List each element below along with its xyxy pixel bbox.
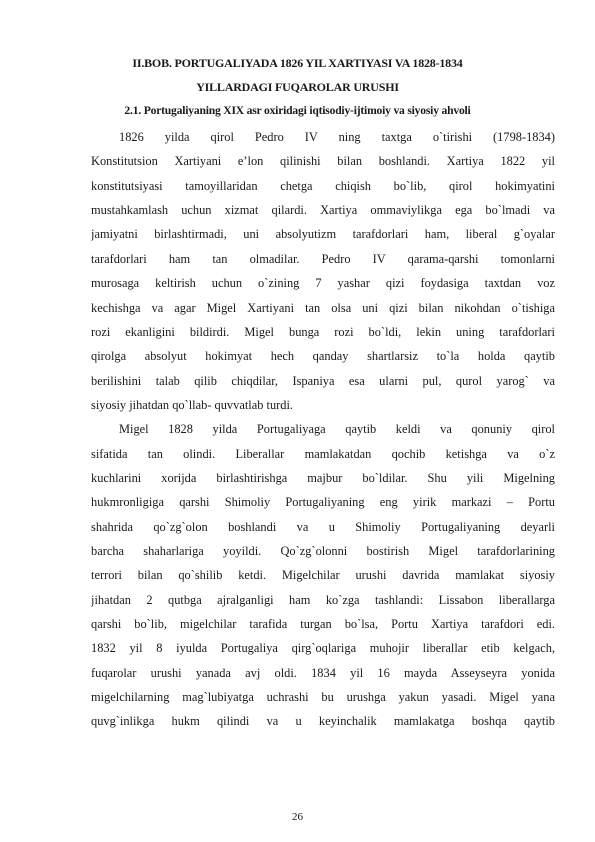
- body-line: konstitutsiyasi tamoyillaridan chetga chiqish bo`lib, qirol hokimyatini: [91, 178, 555, 193]
- body-line: hukmronligiga qarshi Shimoliy Portugaliyaning eng yirik markazi – Portu: [91, 495, 555, 510]
- body-line: siyosiy jihatdan qo`llab- quvvatlab turdi.: [91, 397, 294, 412]
- body-line: tarafdorlari ham tan olmadilar. Pedro IV qarama-qarshi tomonlarni: [91, 251, 555, 266]
- body-line: shahrida qo`zg`olon boshlandi va u Shimoliy Portugaliyaning deyarli: [91, 519, 555, 534]
- body-line: jamiyatni birlashtirmadi, uni absolyutizm tarafdorlari ham, liberal g`oyalar: [91, 227, 555, 242]
- body-line: mustahkamlash uchun xizmat qilardi. Xartiya ommaviylikga ega bo`lmadi va: [91, 203, 555, 218]
- body-line: kechishga va agar Migel Xartiyani tan olsa uni qizi bilan nikohdan o`tishiga: [91, 300, 555, 315]
- page-number: 26: [292, 811, 303, 823]
- body-line: Migel 1828 yilda Portugaliyaga qaytib keldi va qonuniy qirol: [119, 422, 555, 437]
- body-line: kuchlarini xorijda birlashtirishga majbur bo`ldilar. Shu yili Migelning: [91, 470, 555, 485]
- body-line: 1826 yilda qirol Pedro IV ning taxtga o`tirishi (1798-1834): [119, 130, 555, 144]
- body-line: 1832 yil 8 iyulda Portugaliya qirg`oqlariga muhojir liberallar etib kelgach,: [91, 641, 555, 656]
- body-line: terrori bilan qo`shilib ketdi. Migelchilar urushi davrida mamlakat siyosiy: [91, 568, 555, 583]
- body-line: jihatdan 2 qutbga ajralganligi ham ko`zga tashlandi: Lissabon liberallarga: [91, 592, 555, 607]
- chapter-title-line-1: II.BOB. PORTUGALIYADA 1826 YIL XARTIYASI VA 1828-1834: [132, 56, 463, 70]
- body-line: quvg`inlikga hukm qilindi va u keyinchalik mamlakatga boshqa qaytib: [91, 714, 555, 729]
- body-line: berilishini talab qilib chiqdilar, Ispaniya esa ularni pul, qurol yarog` va: [91, 373, 555, 388]
- body-line: fuqarolar urushi yanada avj oldi. 1834 yil 16 mayda Asseyseyra yonida: [91, 665, 555, 680]
- section-title: 2.1. Portugaliyaning XIX asr oxiridagi iqtisodiy-ijtimoiy va siyosiy ahvoli: [124, 104, 471, 117]
- body-line: Konstitutsion Xartiyani e’lon qilinishi bilan boshlandi. Xartiya 1822 yil: [91, 154, 555, 169]
- body-line: rozi ekanligini bildirdi. Migel bunga rozi bo`ldi, lekin uning tarafdorlari: [91, 324, 555, 339]
- body-line: murosaga keltirish uchun o`zining 7 yashar qizi foydasiga taxtdan voz: [91, 276, 555, 291]
- body-line: qarshi bo`lib, migelchilar tarafida turgan bo`lsa, Portu Xartiya tarafdori edi.: [91, 617, 555, 631]
- body-line: migelchilarning mag`lubiyatga uchrashi bu urushga yakun yasadi. Migel yana: [91, 690, 555, 705]
- chapter-title-line-2: YILLARDAGI FUQAROLAR URUSHI: [196, 80, 399, 94]
- body-line: qirolga absolyut hokimyat hech qanday shartlarsiz to`la holda qaytib: [91, 349, 555, 364]
- body-line: barcha shaharlariga yoyildi. Qo`zg`olonni bostirish Migel tarafdorlarining: [91, 544, 555, 558]
- body-line: sifatida tan olindi. Liberallar mamlakatdan qochib ketishga va o`z: [91, 446, 555, 461]
